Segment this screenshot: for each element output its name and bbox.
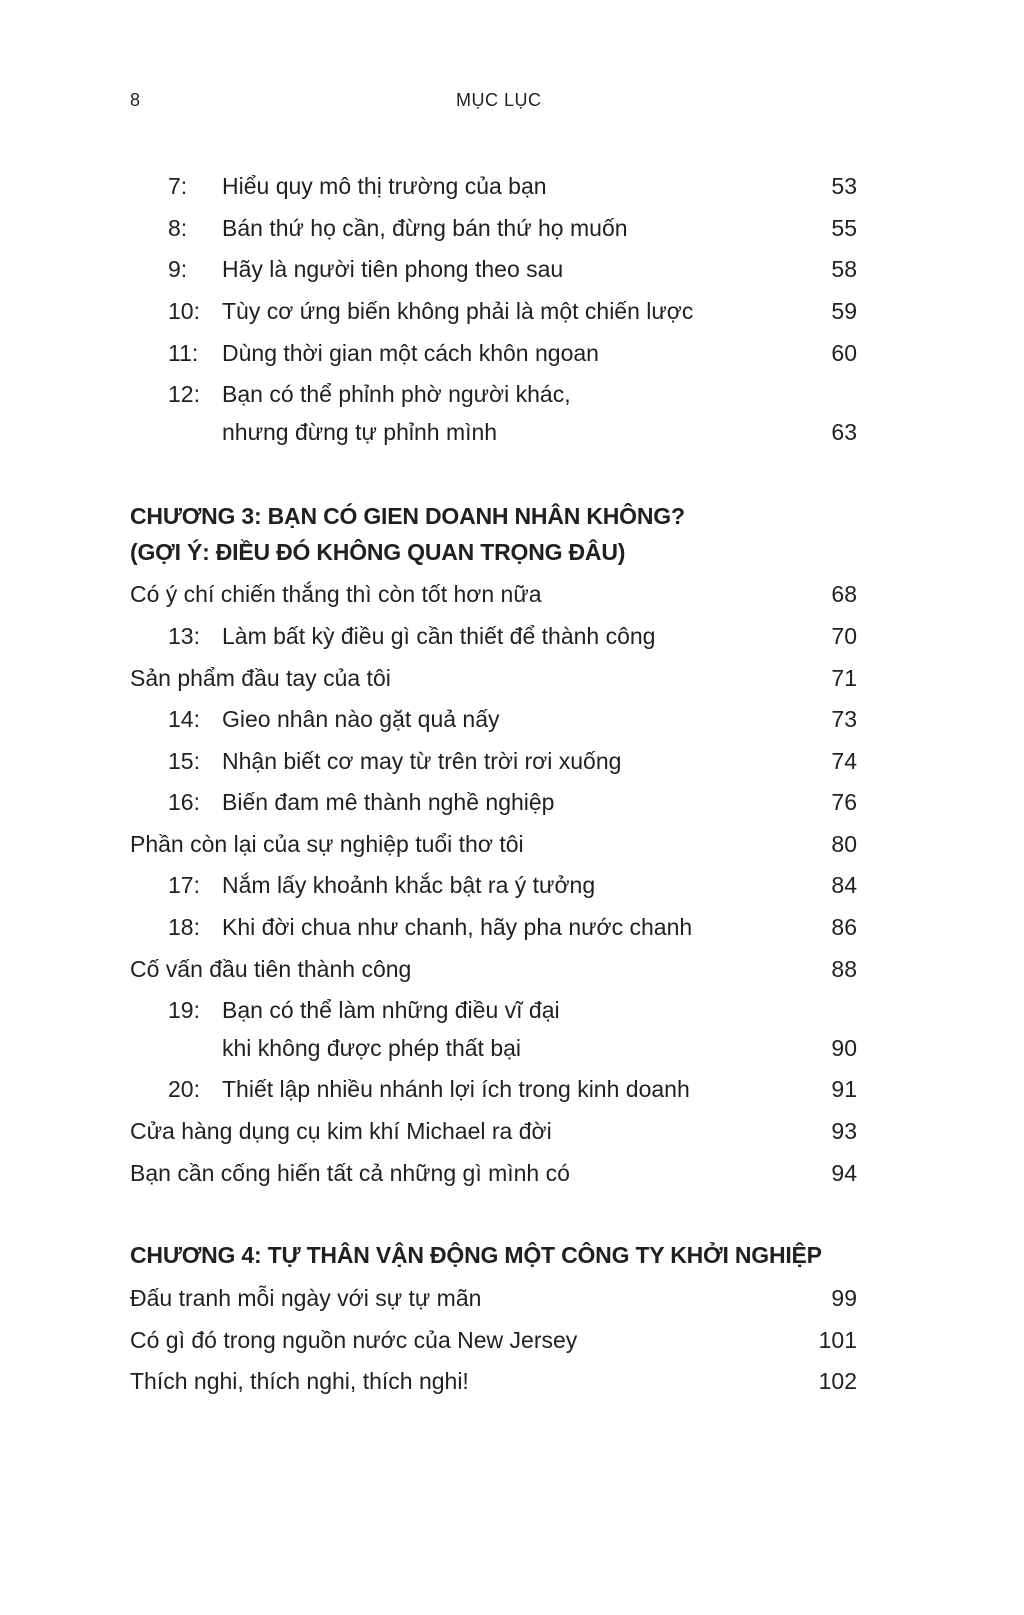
entry-page: 58 — [831, 256, 857, 282]
entry-title: Thiết lập nhiều nhánh lợi ích trong kinh doanh — [222, 1076, 690, 1102]
entry-title: Thích nghi, thích nghi, thích nghi! — [130, 1368, 469, 1394]
entry-number: 10: — [168, 298, 200, 324]
entry-title: Nhận biết cơ may từ trên trời rơi xuống — [222, 748, 622, 774]
entry-title: Cửa hàng dụng cụ kim khí Michael ra đời — [130, 1118, 552, 1144]
entry-page: 60 — [831, 340, 857, 366]
entry-number: 18: — [168, 914, 200, 940]
entry-number: 13: — [168, 623, 200, 649]
entry-number: 11: — [168, 340, 199, 366]
entry-page: 86 — [831, 914, 857, 940]
entry-page: 53 — [831, 173, 857, 199]
entry-title: Sản phẩm đầu tay của tôi — [130, 665, 391, 691]
entry-page: 80 — [831, 831, 857, 857]
entry-title: Gieo nhân nào gặt quả nấy — [222, 706, 500, 732]
entry-title: Bán thứ họ cần, đừng bán thứ họ muốn — [222, 215, 628, 241]
entry-title: Cố vấn đầu tiên thành công — [130, 956, 412, 982]
entry-title: Biến đam mê thành nghề nghiệp — [222, 789, 555, 815]
entry-page: 90 — [831, 1035, 857, 1061]
chapter-title: CHƯƠNG 4: TỰ THÂN VẬN ĐỘNG MỘT CÔNG TY KHỞI NGHIỆP — [130, 1242, 822, 1268]
entry-title: Hiểu quy mô thị trường của bạn — [222, 173, 547, 199]
chapter-subtitle: (GỢI Ý: ĐIỀU ĐÓ KHÔNG QUAN TRỌNG ĐÂU) — [130, 539, 626, 565]
entry-page: 70 — [831, 623, 857, 649]
entry-page: 102 — [818, 1368, 857, 1394]
entry-title: Đấu tranh mỗi ngày với sự tự mãn — [130, 1285, 482, 1311]
entry-title-continued: nhưng đừng tự phỉnh mình — [222, 419, 498, 445]
entry-number: 14: — [168, 706, 200, 732]
entry-page: 55 — [831, 215, 857, 241]
entry-number: 19: — [168, 997, 200, 1023]
entry-title: Phần còn lại của sự nghiệp tuổi thơ tôi — [130, 831, 524, 857]
entry-page: 71 — [831, 665, 857, 691]
entry-title: Bạn có thể làm những điều vĩ đại — [222, 997, 560, 1023]
entry-page: 101 — [818, 1327, 857, 1353]
entry-title: Tùy cơ ứng biến không phải là một chiến lược — [222, 298, 694, 324]
entry-number: 20: — [168, 1076, 200, 1102]
entry-page: 94 — [831, 1160, 857, 1186]
entry-page: 63 — [831, 419, 857, 445]
entry-number: 17: — [168, 872, 200, 898]
entry-number: 9: — [168, 256, 188, 282]
entry-page: 73 — [831, 706, 857, 732]
page-number: 8 — [130, 90, 141, 110]
entry-title: Làm bất kỳ điều gì cần thiết để thành công — [222, 623, 656, 649]
entry-number: 12: — [168, 381, 200, 407]
entry-title: Có gì đó trong nguồn nước của New Jersey — [130, 1327, 578, 1353]
entry-title: Hãy là người tiên phong theo sau — [222, 256, 564, 282]
entry-number: 7: — [168, 173, 188, 199]
entry-page: 91 — [831, 1076, 857, 1102]
entry-number: 15: — [168, 748, 200, 774]
entry-title: Khi đời chua như chanh, hãy pha nước chanh — [222, 914, 693, 940]
entry-number: 8: — [168, 215, 188, 241]
entry-title: Nắm lấy khoảnh khắc bật ra ý tưởng — [222, 872, 596, 898]
entry-page: 68 — [831, 581, 857, 607]
entry-page: 99 — [831, 1285, 857, 1311]
entry-title: Dùng thời gian một cách khôn ngoan — [222, 340, 599, 366]
entry-page: 59 — [831, 298, 857, 324]
entry-page: 76 — [831, 789, 857, 815]
entry-title: Bạn cần cống hiến tất cả những gì mình có — [130, 1160, 570, 1186]
chapter-title: CHƯƠNG 3: BẠN CÓ GIEN DOANH NHÂN KHÔNG? — [130, 503, 685, 529]
entry-page: 88 — [831, 956, 857, 982]
entry-page: 74 — [831, 748, 857, 774]
header-title: MỤC LỤC — [456, 90, 542, 110]
entry-number: 16: — [168, 789, 200, 815]
entry-page: 84 — [831, 872, 857, 898]
entry-title: Bạn có thể phỉnh phờ người khác, — [222, 381, 571, 407]
entry-page: 93 — [831, 1118, 857, 1144]
entry-title-continued: khi không được phép thất bại — [222, 1035, 522, 1061]
entry-title: Có ý chí chiến thắng thì còn tốt hơn nữa — [130, 581, 542, 607]
